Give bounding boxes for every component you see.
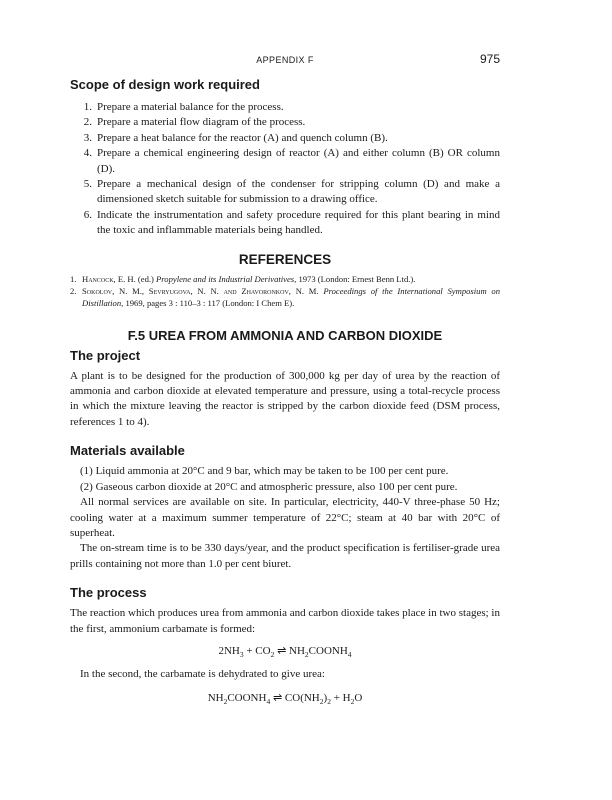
process-intro: The reaction which produces urea from ammonia and carbon dioxide takes place in two stages; in the first, ammonium carbamate is formed: [70,607,500,635]
project-paragraph: A plant is to be designed for the production of 300,000 kg per day of urea by the reaction of ammonia and carbon dioxide at elevated temperature and pressure, using a total-recycle process in which the mixture leaving the reactor is stripped by the carbon dioxide feed (DSM process, references 1 to 4). [70,369,500,428]
scope-item-number: 5. [83,178,92,191]
equation-carbamate: $2NH_3 + CO_2$ ⇌ $NH_2COONH_4$ [218,644,352,660]
scope-item [70,208,500,239]
reference-item [70,273,500,285]
running-head: APPENDIX F [256,55,314,65]
reference-post: , 1969, pages 3 : 110–3 : 117 (London: I Chem E). [121,297,295,308]
materials-item-2: (2) Gaseous carbon dioxide at 20°C and atmospheric pressure, also 100 per cent pure. [80,480,458,493]
references-heading: REFERENCES [238,251,332,267]
scope-item-text: Prepare a material flow diagram of the process. [97,116,306,129]
scope-item-number: 6. [83,208,92,221]
scope-item [70,131,500,146]
equation-urea: $NH_2COONH_4$ ⇌ $CO(NH_2)_2 + H_2O$ [207,692,363,707]
materials-item-1: (1) Liquid ammonia at 20°C and 9 bar, which may be taken to be 100 per cent pure. [80,465,449,478]
reference-title: Proceedings of the International Symposium on Distillation [82,285,500,308]
scope-item-number: 4. [83,147,92,160]
scope-item [70,100,500,115]
reference-author: Hancock, E. H. [82,273,136,284]
references-list [70,273,500,309]
reference-number: 2. [70,285,77,296]
reference-item [70,285,500,309]
reference-pre: (ed.) [135,273,157,284]
scope-item-number: 3. [83,131,92,144]
process-heading: The process [70,585,147,601]
reference-number: 1. [70,273,77,284]
project-heading: The project [70,347,141,363]
scope-item-text: Prepare a material balance for the process. [97,101,284,113]
materials-heading: Materials available [70,443,185,459]
page-content [70,76,500,706]
process-second: In the second, the carbamate is dehydrated to give urea: [80,667,325,680]
reference-title: Propylene and its Industrial Derivatives [156,273,295,284]
page-number: 975 [479,52,500,66]
reference-author: Sokolov, N. M., Sevryugova, N. N. and Zhavoronkov, N. M. [82,285,319,296]
scope-item-number: 2. [83,116,92,129]
reference-text [82,285,500,309]
scope-item-text: Prepare a mechanical design of the condenser for stripping column (D) and make a dimensioned sketch suitable for submission to a drawing office. [97,178,500,206]
scope-item-text: Prepare a heat balance for the reactor (A) and quench column (B). [97,131,388,144]
scope-item-number: 1. [83,101,92,113]
scope-list [70,100,500,239]
scope-heading: Scope of design work required [70,77,260,92]
scope-item [70,177,500,208]
reference-text [82,273,500,285]
scope-item-text: Prepare a chemical engineering design of reactor (A) and either column (B) OR column (D). [97,147,500,175]
onstream-paragraph: The on-stream time is to be 330 days/year, and the product specification is fertiliser-grade urea prills containing not more than 1.0 per cent biuret. [70,542,500,570]
section-title: F.5 UREA FROM AMMONIA AND CARBON DIOXIDE [127,327,443,343]
scope-item-text: Indicate the instrumentation and safety procedure required for this plant bearing in mind the toxic and inflammable materials being handled. [97,208,500,237]
reference-post: , 1973 (London: Ernest Benn Ltd.). [294,273,416,284]
scope-item [70,146,500,177]
page-header [70,52,500,68]
services-paragraph: All normal services are available on site. In particular, electricity, 440-V three-phase 50 Hz; cooling water at a maximum summer temperature of 22°C; steam at 40 bar with 20°C of superheat. [70,496,500,539]
scope-item [70,115,500,130]
